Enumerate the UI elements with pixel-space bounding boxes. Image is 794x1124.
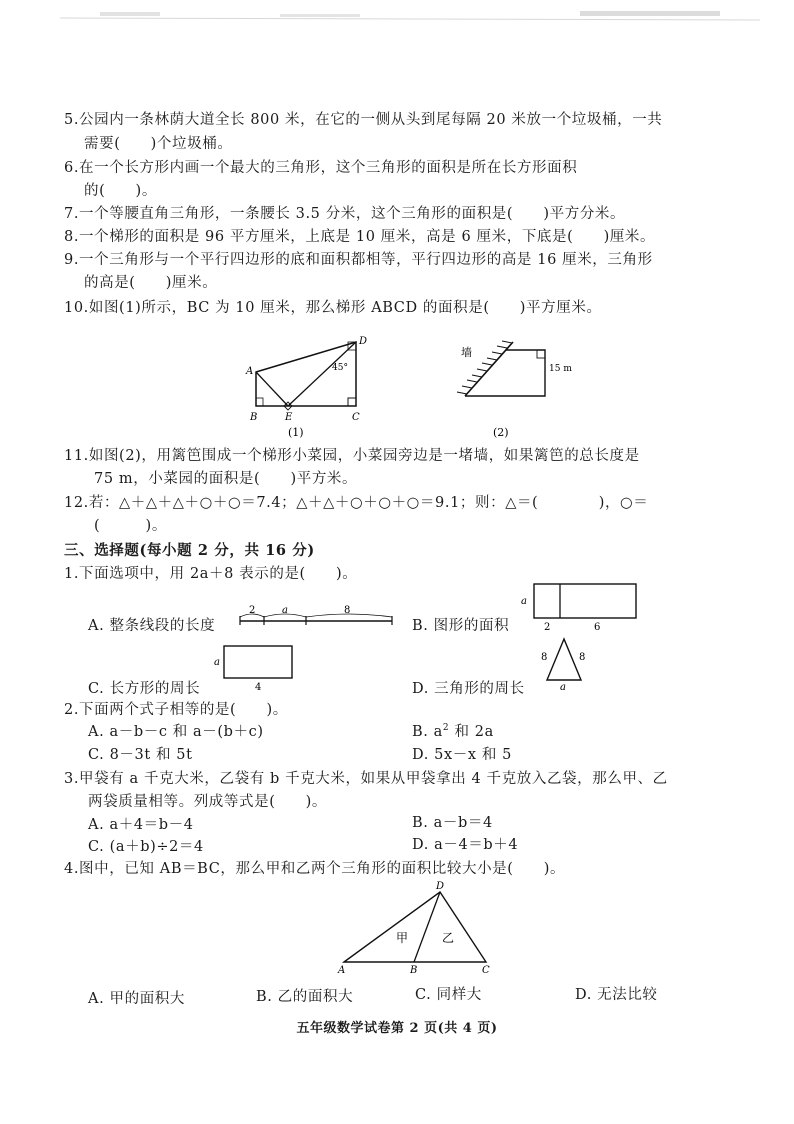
choice-q2-option-b xyxy=(412,720,494,741)
choice-q3-option-d: D. a－4＝b＋4 xyxy=(412,837,519,853)
q11-line2: 75 m，小菜园的面积是( )平方米。 xyxy=(94,471,358,487)
choice-q3-option-a: A. a＋4＝b－4 xyxy=(88,817,194,833)
q4-label-d: D xyxy=(436,881,445,892)
choice-q3-stem-line1: 3.甲袋有 a 千克大米，乙袋有 b 千克大米，如果从甲袋拿出 4 千克放入乙袋，那么甲、乙 xyxy=(64,771,668,787)
fig1-caption: (1) xyxy=(288,426,304,439)
fig1-angle-label: 45° xyxy=(332,363,348,373)
rectb-side-label: a xyxy=(521,596,527,607)
choice-q4-option-c: C. 同样大 xyxy=(415,987,482,1003)
choice-q2-option-a: A. a－b－c 和 a－(b＋c) xyxy=(88,724,264,740)
q4-triangle-figure xyxy=(330,878,500,976)
q1-rect-perimeter-figure xyxy=(212,644,302,692)
q4-label-jia: 甲 xyxy=(396,931,409,945)
q9-line1: 9.一个三角形与一个平行四边形的底和面积都相等，平行四边形的高是 16 厘米，三角形 xyxy=(64,252,653,268)
q8: 8.一个梯形的面积是 96 平方厘米，上底是 10 厘米，高是 6 厘米，下底是( )厘米。 xyxy=(64,229,656,245)
q1-triangle-figure xyxy=(535,636,595,692)
figure-1-trapezoid xyxy=(240,330,380,440)
rectb-w2-label: 6 xyxy=(594,622,601,632)
choice-q1-stem: 1.下面选项中，用 2a＋8 表示的是( )。 xyxy=(64,566,358,582)
q12-line2: ( )。 xyxy=(94,518,167,534)
choice-q2-option-d: D. 5x－x 和 5 xyxy=(412,747,512,763)
fig2-wall-label: 墙 xyxy=(461,346,472,359)
section-3-title: 三、选择题(每小题 2 分，共 16 分) xyxy=(64,542,315,559)
q6-line1: 6.在一个长方形内画一个最大的三角形，这个三角形的面积是所在长方形面积 xyxy=(64,160,578,176)
seg-label-8: 8 xyxy=(344,605,351,616)
fig1-label-e: E xyxy=(285,412,293,423)
tri-right-label: 8 xyxy=(579,652,586,663)
q9-line2: 的高是( )厘米。 xyxy=(84,275,218,291)
rectc-side-label: a xyxy=(214,657,220,668)
q2-b-base: B. a xyxy=(412,724,443,740)
scan-noise-strip xyxy=(60,8,760,30)
q6-line2: 的( )。 xyxy=(84,183,157,199)
q1-rect-area-figure xyxy=(518,582,644,632)
rectb-w1-label: 2 xyxy=(544,622,551,632)
q4-label-yi: 乙 xyxy=(442,931,455,945)
choice-q4-option-b: B. 乙的面积大 xyxy=(256,989,354,1005)
tri-left-label: 8 xyxy=(541,652,548,663)
choice-q3-option-b: B. a－b＝4 xyxy=(412,815,493,831)
choice-q4-option-d: D. 无法比较 xyxy=(575,987,658,1003)
q4-label-b: B xyxy=(410,965,418,976)
choice-q2-option-c: C. 8－3t 和 5t xyxy=(88,747,193,763)
choice-q2-stem: 2.下面两个式子相等的是( )。 xyxy=(64,702,288,718)
q10: 10.如图(1)所示，BC 为 10 厘米，那么梯形 ABCD 的面积是( )平方厘米。 xyxy=(64,300,602,316)
fig1-label-b: B xyxy=(250,412,258,423)
q4-label-c: C xyxy=(482,965,490,976)
choice-q4-option-a: A. 甲的面积大 xyxy=(88,991,185,1007)
choice-q3-stem-line2: 两袋质量相等。列成等式是( )。 xyxy=(88,794,328,810)
q12-line1: 12.若：△＋△＋△＋○＋○＝7.4；△＋△＋○＋○＋○＝9.1；则：△＝( )，○＝ xyxy=(64,495,649,511)
choice-q3-option-c: C. (a＋b)÷2＝4 xyxy=(88,839,204,855)
fig1-label-d: D xyxy=(359,336,368,347)
fig2-height-label: 15 m xyxy=(549,364,572,374)
q2-b-exponent: 2 xyxy=(442,723,450,734)
choice-q1-option-c: C. 长方形的周长 xyxy=(88,681,201,697)
choice-q1-option-a: A. 整条线段的长度 xyxy=(88,618,216,634)
q4-label-a: A xyxy=(338,965,346,976)
seg-label-2: 2 xyxy=(249,605,256,616)
rectc-w-label: 4 xyxy=(255,682,262,692)
q5-line1: 5.公园内一条林荫大道全长 800 米，在它的一侧从头到尾每隔 20 米放一个垃圾桶，一共 xyxy=(64,112,663,128)
q5-line2: 需要( )个垃圾桶。 xyxy=(84,136,233,152)
choice-q4-stem: 4.图中，已知 AB＝BC，那么甲和乙两个三角形的面积比较大小是( )。 xyxy=(64,861,566,877)
q1-segment-figure xyxy=(236,603,396,629)
fig2-caption: (2) xyxy=(493,426,509,439)
choice-q1-option-d: D. 三角形的周长 xyxy=(412,681,525,697)
fig1-label-a: A xyxy=(246,366,254,377)
seg-label-a: a xyxy=(282,605,288,616)
tri-base-label: a xyxy=(560,682,566,692)
q11-line1: 11.如图(2)，用篱笆围成一个梯形小菜园，小菜园旁边是一堵墙，如果篱笆的总长度是 xyxy=(64,448,640,464)
fig1-label-c: C xyxy=(352,412,360,423)
figure-2-garden xyxy=(445,332,595,440)
page-footer: 五年级数学试卷第 2 页(共 4 页) xyxy=(296,1021,498,1036)
choice-q1-option-b: B. 图形的面积 xyxy=(412,618,510,634)
q7: 7.一个等腰直角三角形，一条腰长 3.5 分米，这个三角形的面积是( )平方分米。 xyxy=(64,206,626,222)
q2-b-rest: 和 2a xyxy=(449,724,494,740)
